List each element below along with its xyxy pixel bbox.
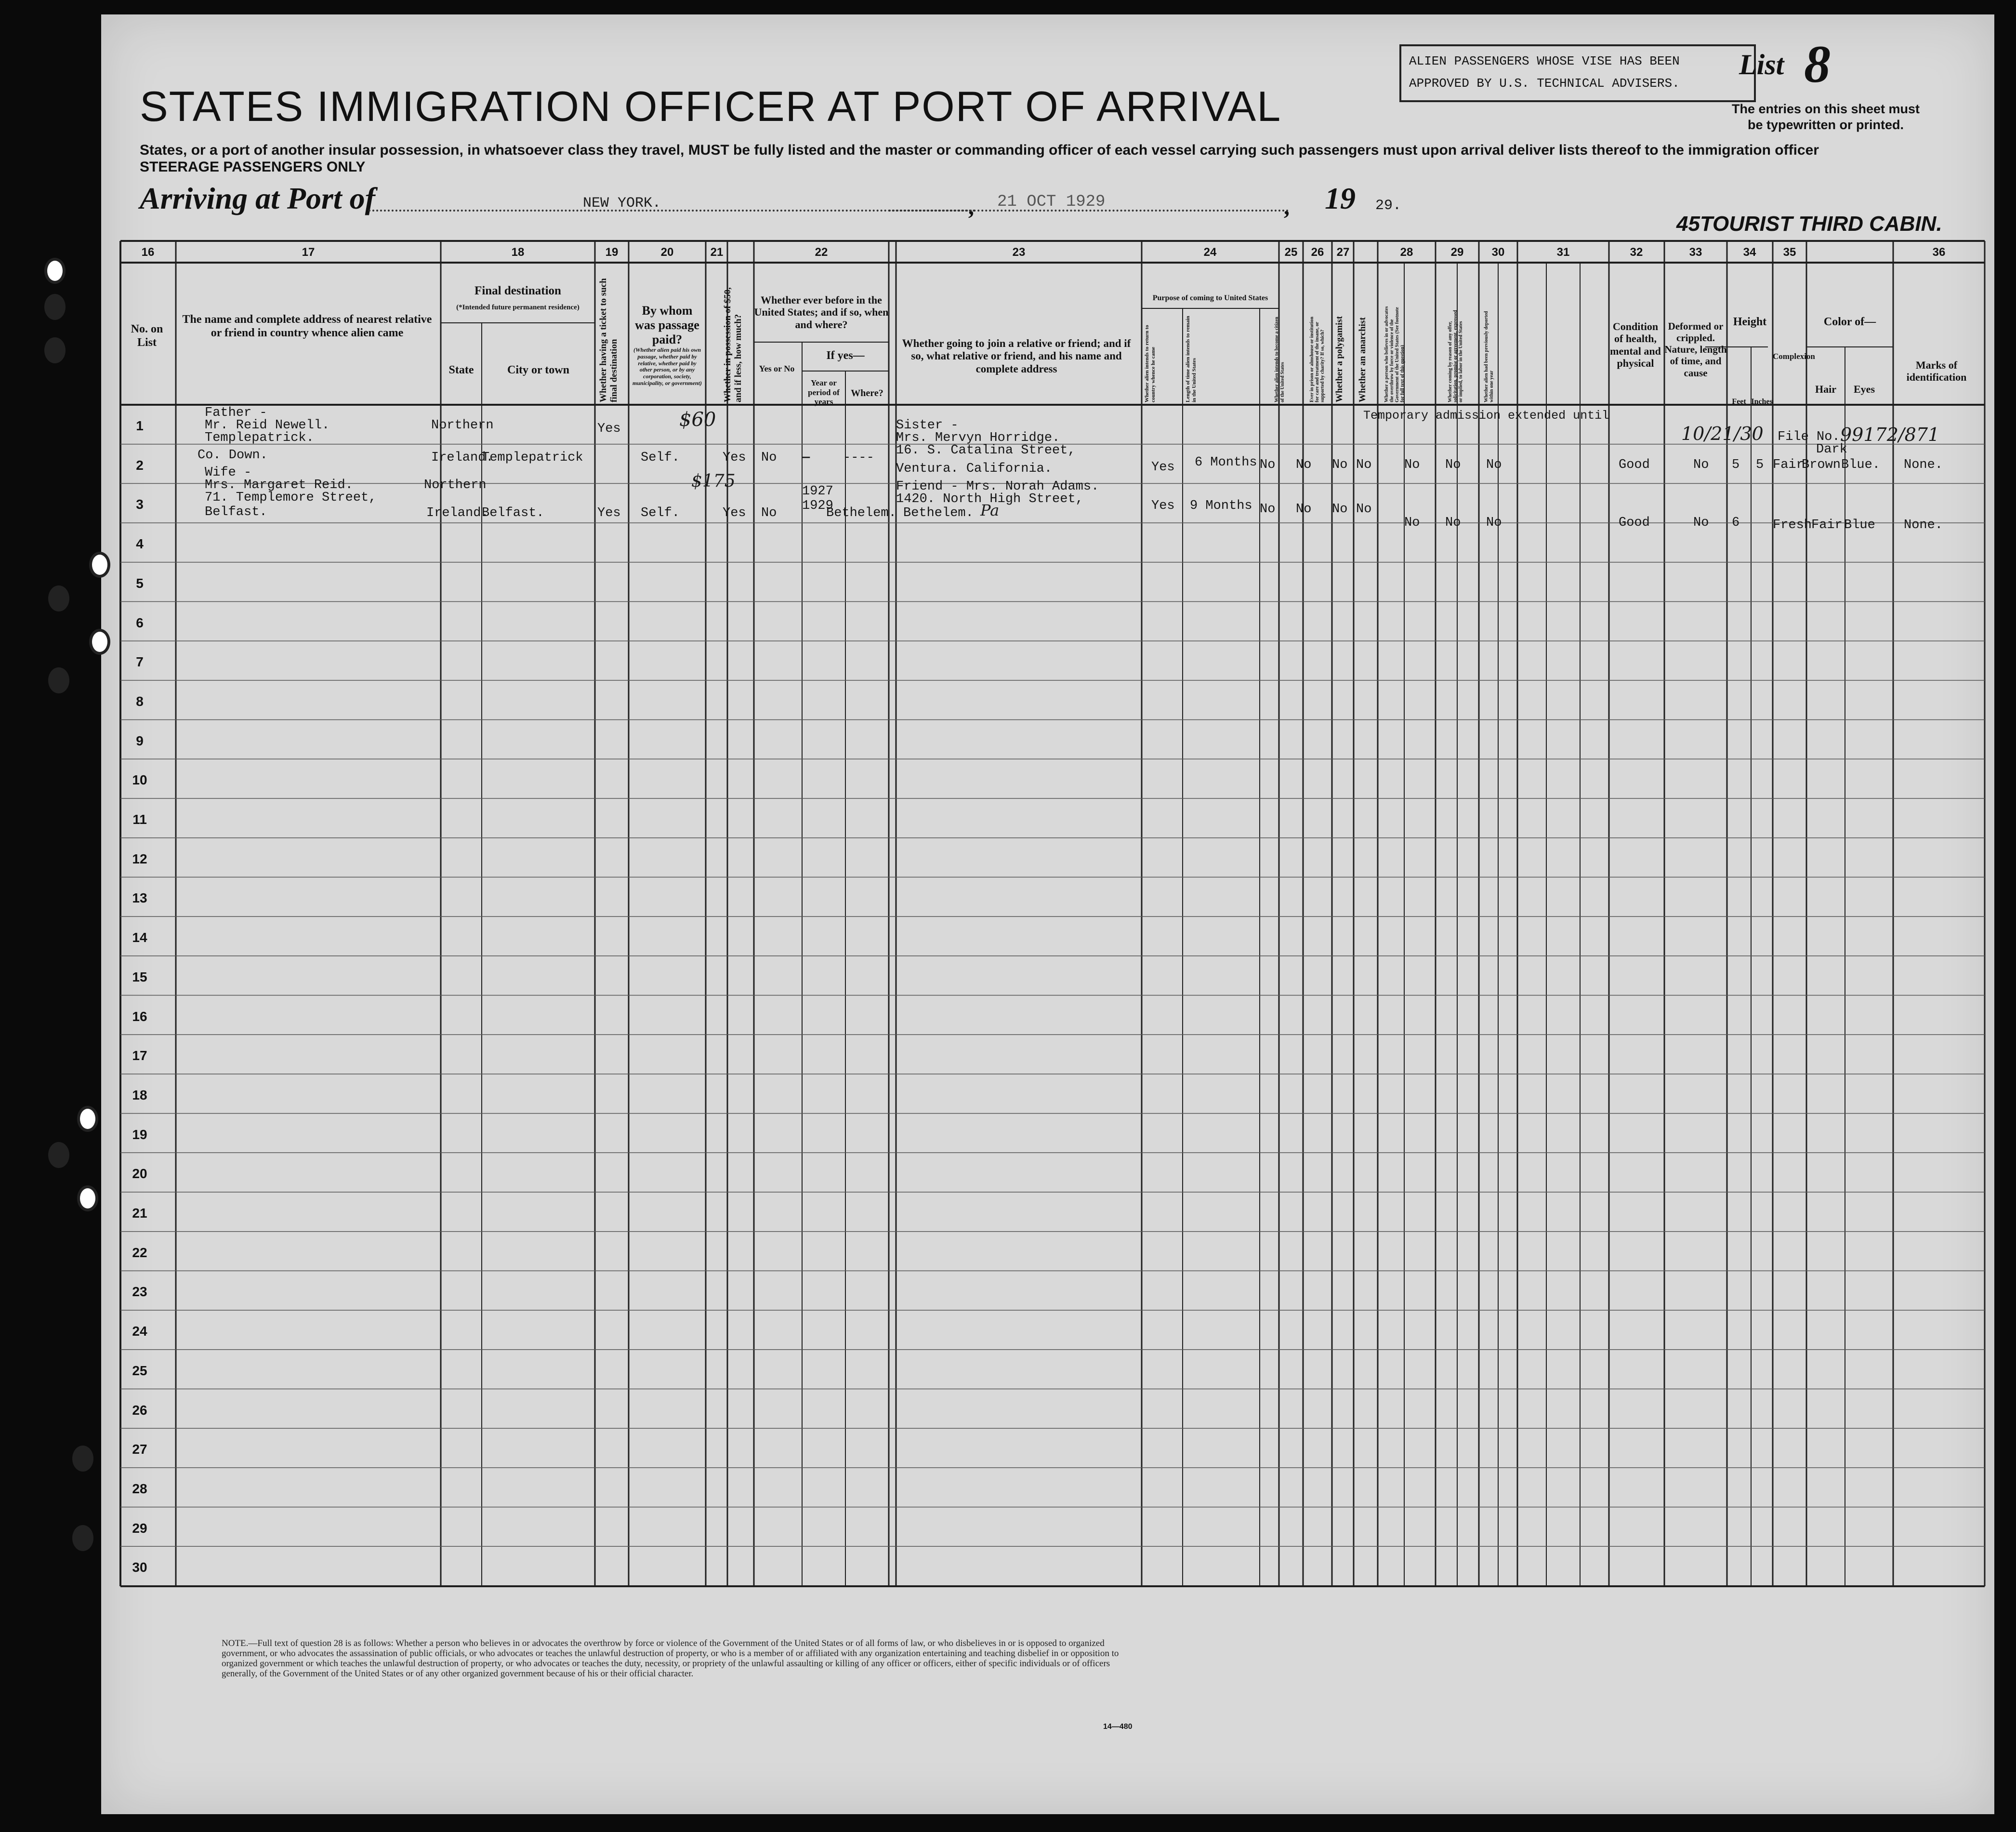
r1-inches: 5 [1756,458,1764,472]
page-title: STATES IMMIGRATION OFFICER AT PORT OF ARRIVAL [140,82,1282,130]
r2-relative-4: Belfast. [205,505,267,519]
r2-ticket: Yes [597,506,621,520]
column-number-36: 36 [1932,246,1946,259]
stamp-line-2: APPROVED BY U.S. TECHNICAL ADVISERS. [1409,76,1680,91]
column-number-22: 22 [815,246,828,259]
header-deported: Whether alien had been previously deported within one year [1484,311,1494,402]
r1-length: 6 Months [1195,455,1257,470]
r2-join-3: Bethelem. [903,506,974,520]
row-number: 24 [132,1324,147,1339]
r2-where: Bethelem. [826,506,896,520]
row-number: 6 [136,615,144,630]
row-number: 8 [136,693,144,709]
r1-overthrow: No [1404,458,1420,472]
r2-state-1: Northern [424,478,487,492]
r2-state-2: Ireland. [426,506,489,520]
column-number-30: 30 [1491,246,1505,259]
header-purpose: Purpose of coming to United States [1152,294,1268,302]
header-city: City or town [507,364,569,376]
row-number: 10 [132,772,147,788]
r1-citizen: No [1260,458,1276,472]
binder-hole [72,1446,93,1472]
list-number: 8 [1804,35,1831,93]
r1-join-3: 16. S. Catalina Street, [896,443,1076,458]
r2-hand-amount: $175 [691,471,736,491]
r2-hand-state: Pa [980,501,1000,519]
header-deformed: Deformed or crippled. Nature, length of time, and cause [1664,320,1727,379]
r2-join-2: 1420. North High Street, [896,492,1083,506]
manifest-sheet [101,14,1994,1814]
column-number-18: 18 [511,246,525,259]
r1-marks: None. [1904,458,1943,472]
r1-join-4: Ventura. California. [896,462,1053,476]
r2-return: Yes [1151,499,1175,513]
r1-possession: Yes [723,451,746,465]
r1-relative-2: Mr. Reid Newell. [205,418,330,433]
row-number: 2 [136,457,144,473]
row-number: 16 [132,1009,147,1024]
r1-ever-before: No [761,451,777,465]
r1-offer: No [1445,458,1461,472]
header-eyes: Eyes [1854,383,1875,395]
r2-ever-before: No [761,506,777,520]
r2-length: 9 Months [1190,499,1252,513]
r2-deported: No [1486,516,1502,530]
r2-marks: None. [1904,518,1943,532]
r2-overthrow: No [1404,516,1420,530]
footnote-question-28: NOTE.—Full text of question 28 is as follows: Whether a person who believes in or advocates the overthrow by force or violence of the Government of the United States or of all forms of law, or who disbelieves in or is opposed to organized government, or who advocates the assassination of public officials, or who advocates or teaches the unlawful destruction of property, or who is a member of or affiliated with any organization entertaining and teaching disbelief in or opposition to organized government or which teaches the unlawful destruction of property, or who advocates or teaches the duty, necessity, or propriety of the unlawful assaulting or killing of any officer or officers, either of specific individuals or of officers generally, of the Government of the United States or of any other organized government because of his or their official character. [222,1638,1119,1679]
header-anarchist: Whether an anarchist [1357,317,1368,402]
row-number: 9 [136,733,144,748]
header-no-on-list: No. on List [131,323,163,349]
r2-anarchist: No [1356,502,1372,517]
stamp-line-1: ALIEN PASSENGERS WHOSE VISE HAS BEEN [1409,54,1680,68]
r2-hair: Fair [1811,518,1843,532]
row-number: 19 [132,1127,147,1142]
r1-state-1: Northern [431,418,494,433]
binder-hole [44,294,66,320]
column-number-33: 33 [1689,246,1702,259]
binder-hole [77,1106,98,1132]
column-number-35: 35 [1783,246,1796,259]
row-number: 29 [132,1520,147,1536]
binder-hole [89,552,110,578]
steerage-line: STEERAGE PASSENGERS ONLY [140,159,366,175]
r1-hand-file: 99172/871 [1840,424,1940,445]
r1-where: ---- [843,451,874,465]
r1-prison: No [1296,458,1312,472]
header-ever-before: Whether ever before in the United States; and if so, when and where? [754,294,889,331]
r1-health: Good [1619,458,1650,472]
row-number: 25 [132,1363,147,1378]
form-number: 14—480 [1103,1723,1133,1731]
r1-eyes: Blue. [1841,458,1881,472]
column-number-23: 23 [1012,246,1026,259]
column-number-34: 34 [1743,246,1756,259]
header-prison: Ever in prison or almshouse or institution for care and treatment of the insane, or supported by charity? If so, which? [1309,317,1325,402]
row-number: 3 [136,497,144,512]
r2-prison: No [1296,502,1312,517]
column-number-27: 27 [1336,246,1350,259]
row-number: 12 [132,851,147,866]
r2-health: Good [1619,516,1650,530]
r1-polygamist: No [1332,458,1348,472]
r1-join-1: Sister - [896,418,959,433]
row-number: 1 [136,418,144,433]
header-final-destination-note: (*Intended future permanent residence) [456,304,580,311]
header-state: State [448,364,474,376]
header-join-relative: Whether going to join a relative or friend; and if so, what relative or friend, and his name and complete address [902,337,1131,375]
r1-deported: No [1486,458,1502,472]
header-final-destination: Final destination [474,284,561,297]
column-number-28: 28 [1400,246,1413,259]
header-inches: Inches [1751,398,1773,406]
year-prefix: 19 [1325,181,1356,215]
binder-hole [44,337,66,363]
header-length: Length of time alien intends to remain in the United States [1185,316,1197,402]
r2-relative-1: Wife - [205,465,252,480]
r1-deformed: No [1693,458,1709,472]
column-number-31: 31 [1556,246,1570,259]
r1-relative-4: Co. Down. [198,448,268,463]
row-number: 18 [132,1087,147,1102]
header-overthrow: Whether a person who believes in or advocates the overthrow by force or violence of the Government of the United States (See footnote for full text of this question) [1384,306,1405,402]
r2-year-2: 1929 [802,499,833,513]
r2-join-1: Friend - Mrs. Norah Adams. [896,479,1099,494]
r2-deformed: No [1693,516,1709,530]
r2-offer: No [1445,516,1461,530]
r1-hand-amount: $60 [679,409,716,431]
table-grid [101,14,1994,1814]
arriving-label: Arriving at Port of [140,181,375,215]
date-stamp: 21 OCT 1929 [997,193,1106,211]
port-name: NEW YORK. [583,195,661,212]
row-number: 13 [132,890,147,906]
row-number: 22 [132,1245,147,1260]
row-number: 5 [136,575,144,591]
binder-hole [72,1525,93,1551]
header-health: Condition of health, mental and physical [1610,320,1661,369]
header-possession: Whether in possession of $50, and if less, how much? [723,287,743,402]
header-offer: Whether coming by reason of any offer, solicitation, promise or agreement, expressed or implied, to labor in the United States [1448,310,1463,402]
header-where: Where? [851,388,883,398]
r2-complexion: Fresh [1773,518,1812,532]
r1-year: — [802,451,810,465]
r2-city: Belfast. [482,506,544,520]
binder-hole [89,629,110,655]
header-marks: Marks of identification [1906,359,1967,384]
column-number-24: 24 [1203,246,1217,259]
header-by-whom: By whom was passage paid? [635,304,699,346]
r1-complexion: Fair [1773,458,1804,472]
header-complexion: Complexion [1773,352,1815,361]
r2-feet: 6 [1732,516,1740,530]
entries-note-2: be typewritten or printed. [1747,118,1904,132]
instruction-line: States, or a port of another insular possession, in whatsoever class they travel, MUST be fully listed and the master or commanding officer of each vessel carrying such passengers must upon arrival deliver lists thereof to the immigration officer [140,142,1819,158]
column-number-32: 32 [1630,246,1643,259]
r2-citizen: No [1260,502,1276,517]
row-number: 23 [132,1284,147,1300]
year-suffix: 29. [1375,198,1402,214]
r1-file: File No. [1778,430,1840,444]
r1-relative-3: Templepatrick. [205,431,314,445]
binder-hole [48,585,69,611]
r1-anarchist: No [1356,458,1372,472]
row-number: 17 [132,1048,147,1063]
row-number: 15 [132,969,147,984]
row-number: 20 [132,1166,147,1182]
row-number: 7 [136,654,144,670]
row-number: 30 [132,1560,147,1575]
row-number: 27 [132,1442,147,1457]
header-if-yes: If yes— [826,349,865,362]
comma-mark-2: , [1284,194,1290,220]
header-citizen: Whether alien intends to become a citizen of the United States [1274,317,1285,402]
header-yes-no: Yes or No [759,364,795,373]
row-number: 14 [132,930,147,945]
row-number: 4 [136,536,144,552]
r2-paid: Self. [641,506,680,520]
column-number-29: 29 [1450,246,1464,259]
r1-city: Templepatrick [482,451,583,465]
header-relative: The name and complete address of nearest relative or friend in country whence alien came [182,313,432,339]
r1-paid: Self. [641,451,680,465]
r1-relative-1: Father - [205,406,267,420]
r1-hair-top: Dark [1816,442,1847,457]
row-number: 11 [132,812,147,827]
r2-relative-2: Mrs. Margaret Reid. [205,478,353,492]
r1-hand-date: 10/21/30 [1681,423,1764,444]
column-number-19: 19 [605,246,619,259]
header-polygamist: Whether a polygamist [1334,316,1344,402]
header-hair: Hair [1815,383,1836,395]
r2-eyes: Blue [1844,518,1875,532]
r1-hair: Brown [1802,458,1841,472]
r1-join-2: Mrs. Mervyn Horridge. [896,431,1060,445]
r1-admission-note: Temporary admission extended until [1363,409,1609,423]
column-number-20: 20 [660,246,674,259]
binder-hole [48,1142,69,1168]
row-number: 26 [132,1402,147,1418]
row-number: 28 [132,1481,147,1496]
header-year-period: Year or period of years [808,378,840,407]
header-ticket: Whether having a ticket to such final destination [598,278,619,402]
column-number-25: 25 [1284,246,1298,259]
r1-state-2: Ireland. [431,451,494,465]
r1-return: Yes [1151,460,1175,475]
header-height: Height [1733,316,1767,328]
column-number-21: 21 [710,246,724,259]
class-line: 45TOURIST THIRD CABIN. [1676,212,1942,236]
row-number: 21 [132,1206,147,1221]
entries-note-1: The entries on this sheet must [1731,102,1920,116]
binder-hole [44,258,66,284]
binder-hole [48,667,69,693]
header-return: Whether alien intends to return to country whence he came [1144,325,1156,402]
r1-ticket: Yes [597,422,621,436]
column-number-17: 17 [302,246,315,259]
header-color-of: Color of— [1823,316,1876,328]
binder-hole [77,1185,98,1211]
column-number-26: 26 [1311,246,1324,259]
column-number-16: 16 [141,246,155,259]
r1-feet: 5 [1732,458,1740,472]
list-label: List [1739,49,1784,80]
header-feet: Feet [1732,398,1746,406]
comma-mark: , [968,194,974,220]
header-by-whom-note: (Whether alien paid his own passage, whether paid by relative, whether paid by other person, or by any corporation, society, municipality, or government) [632,346,702,386]
r2-possession: Yes [723,506,746,520]
r2-year-1: 1927 [802,484,833,499]
r2-polygamist: No [1332,502,1348,517]
r2-relative-3: 71. Templemore Street, [205,491,377,505]
